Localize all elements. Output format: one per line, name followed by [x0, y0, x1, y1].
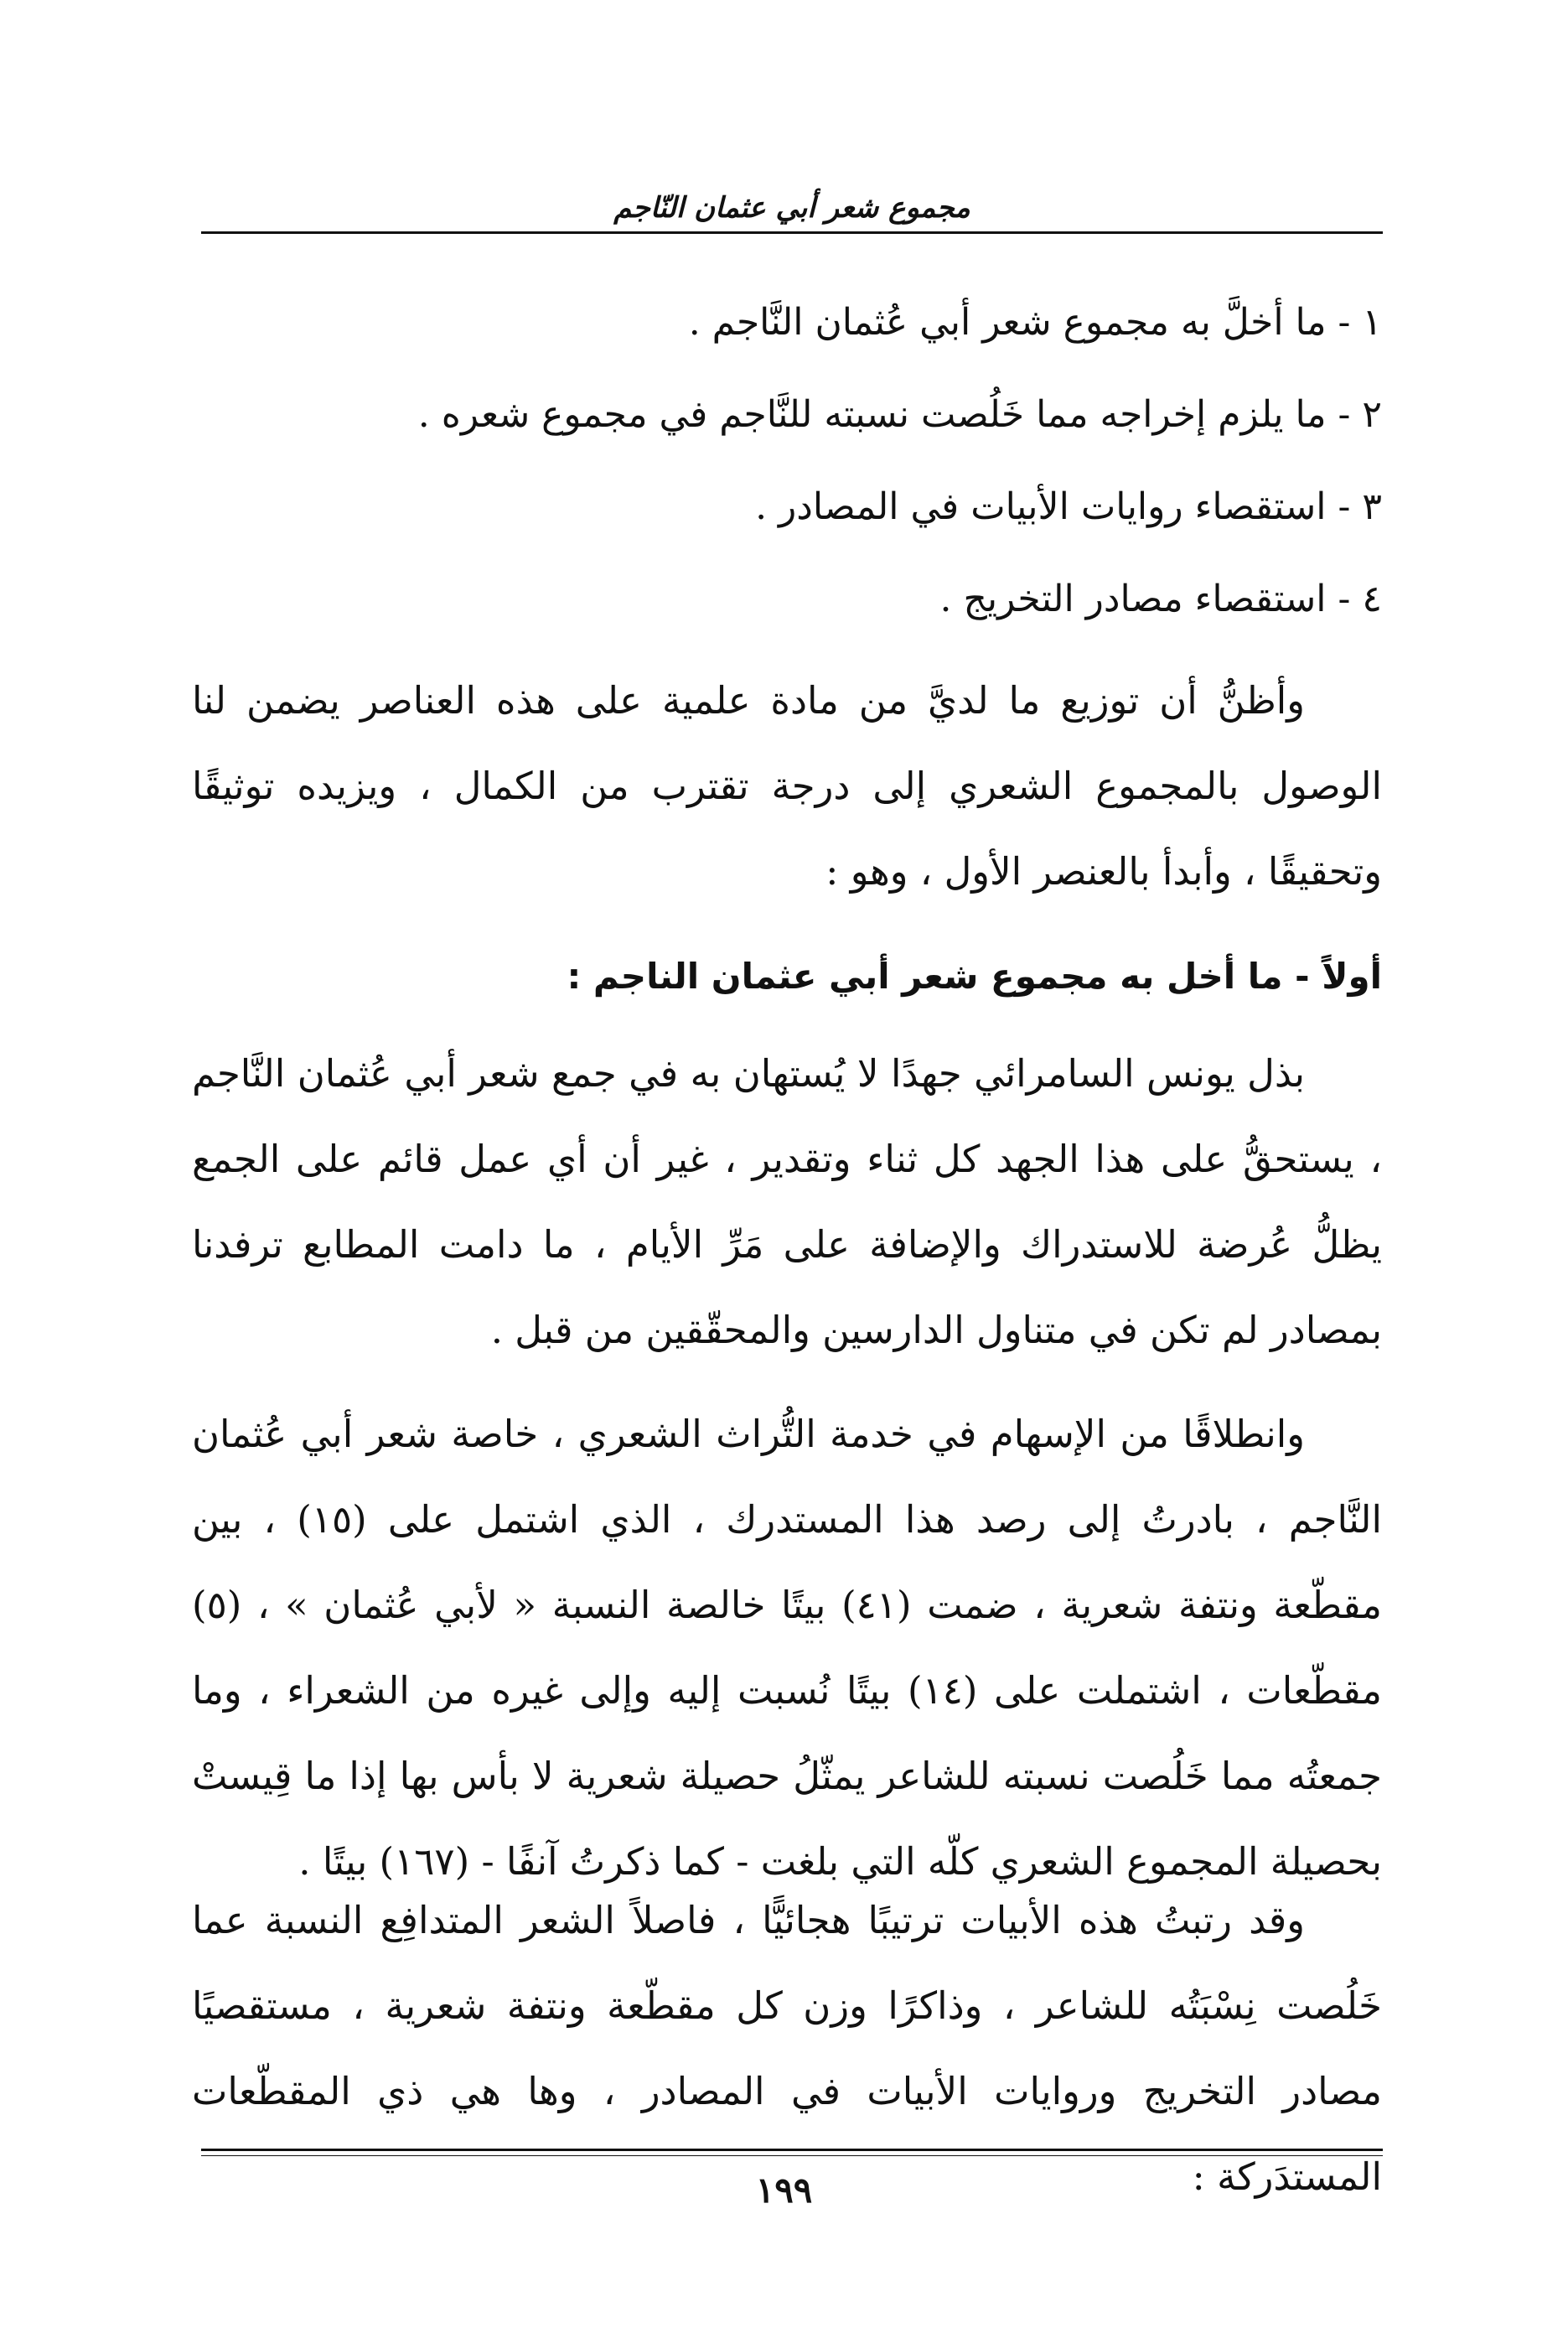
- list-item: ٤ - استقصاء مصادر التخريج .: [939, 578, 1382, 620]
- page-number: ١٩٩: [755, 2170, 813, 2211]
- body-paragraph: وقد رتبتُ هذه الأبيات ترتيبًا هجائيًّا ، فاصلاً الشعر المتدافِع النسبة عما خَلُصت نِسْبَتُه للشاعر ، وذاكرًا وزن كل مقطّعة ونتفة شعرية ، مستقصيًا مصادر التخريج وروايات الأبيات في المصادر ، وها هي ذي المقطّعات المستدَركة :: [192, 1898, 1382, 2199]
- elements-list: [192, 277, 1382, 645]
- header-rule: [201, 231, 1383, 234]
- list-item: ١ - ما أخلَّ به مجموع شعر أبي عُثمان النَّاجم .: [688, 301, 1382, 344]
- list-item: ٢ - ما يلزم إخراجه مما خَلُصت نسبته للنَّاجم في مجموع شعره .: [417, 393, 1382, 436]
- footer-rule-thin: [201, 2155, 1383, 2156]
- list-item: ٣ - استقصاء روايات الأبيات في المصادر .: [755, 485, 1382, 528]
- footer-rule: [201, 2149, 1383, 2151]
- section-heading: أولاً - ما أخل به مجموع شعر أبي عثمان الناجم :: [567, 956, 1382, 997]
- intro-paragraph: وأظنُّ أن توزيع ما لديَّ من مادة علمية على هذه العناصر يضمن لنا الوصول بالمجموع الشعري إلى درجة تقترب من الكمال ، ويزيده توثيقًا وتحقيقًا ، وأبدأ بالعنصر الأول ، وهو :: [192, 678, 1382, 894]
- body-paragraph: وانطلاقًا من الإسهام في خدمة التُّراث الشعري ، خاصة شعر أبي عُثمان النَّاجم ، بادرتُ إلى رصد هذا المستدرك ، الذي اشتمل على (١٥) ، بين مقطّعة ونتفة شعرية ، ضمت (٤١) بيتًا خالصة النسبة « لأبي عُثمان » ، (٥) مقطّعات ، اشتملت على (١٤) بيتًا نُسبت إليه وإلى غيره من الشعراء ، وما جمعتُه مما خَلُصت نسبته للشاعر يمثّلُ حصيلة شعرية لا بأس بها إذا ما قِيستْ بحصيلة المجموع الشعري كلّه التي بلغت - كما ذكرتُ آنفًا - (١٦٧) بيتًا .: [192, 1412, 1383, 1884]
- running-head: مجموع شعر أبي عثمان النّاجم: [613, 191, 970, 225]
- body-paragraph: بذل يونس السامرائي جهدًا لا يُستهان به في جمع شعر أبي عُثمان النَّاجم ، يستحقُّ على هذا الجهد كل ثناء وتقدير ، غير أن أي عمل قائم على الجمع يظلُّ عُرضة للاستدراك والإضافة على مَرِّ الأيام ، ما دامت المطابع ترفدنا بمصادر لم تكن في متناول الدارسين والمحقّقين من قبل .: [192, 1051, 1382, 1352]
